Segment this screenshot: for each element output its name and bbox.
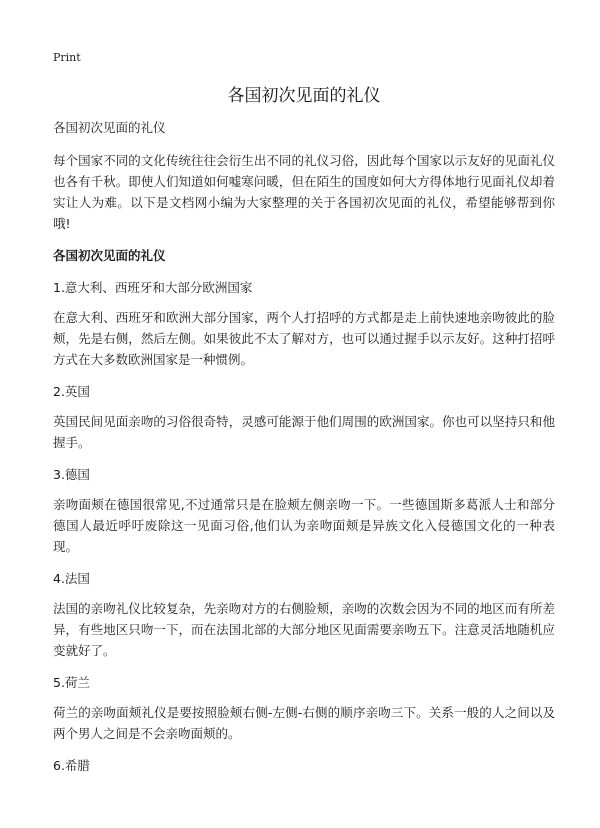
print-link[interactable]: Print <box>53 51 81 64</box>
section-title: 3.德国 <box>53 467 90 482</box>
section-uk <box>53 382 555 453</box>
section-greece <box>53 756 555 776</box>
section-title: 2.英国 <box>53 384 90 399</box>
section-netherlands <box>53 673 555 744</box>
section-body: 英国民间见面亲吻的习俗很奇特，灵感可能源于他们周围的欧洲国家。你也可以坚持只和他握手。 <box>53 414 555 450</box>
intro-paragraph: 每个国家不同的文化传统往往会衍生出不同的礼仪习俗，因此每个国家以示友好的见面礼仪也各有千秋。即使人们知道如何嘘寒问暖，但在陌生的国度如何大方得体地行见面礼仪却着实让人为难。以下是文档网小编为大家整理的关于各国初次见面的礼仪，希望能够帮到你哦! <box>53 153 555 231</box>
section-title: 4.法国 <box>53 571 90 586</box>
section-title: 6.希腊 <box>53 758 90 773</box>
section-germany <box>53 465 555 557</box>
section-france <box>53 569 555 661</box>
section-body: 在意大利、西班牙和欧洲大部分国家，两个人打招呼的方式都是走上前快速地亲吻彼此的脸颊，先是右侧，然后左侧。如果彼此不太了解对方，也可以通过握手以示友好。这种打招呼方式在大多数欧洲国家是一种惯例。 <box>53 310 555 367</box>
section-title: 5.荷兰 <box>53 675 90 690</box>
section-body: 亲吻面颊在德国很常见,不过通常只是在脸颊左侧亲吻一下。一些德国斯多葛派人士和部分德国人最近呼吁废除这一见面习俗,他们认为亲吻面颊是异族文化入侵德国文化的一种表现。 <box>53 497 555 554</box>
document-page <box>53 46 555 776</box>
page-title: 各国初次见面的礼仪 <box>227 86 381 106</box>
section-body: 荷兰的亲吻面颊礼仪是要按照脸颊右侧-左侧-右侧的顺序亲吻三下。关系一般的人之间以及两个男人之间是不会亲吻面颊的。 <box>53 705 555 741</box>
section-heading: 各国初次见面的礼仪 <box>53 248 166 263</box>
section-body: 法国的亲吻礼仪比较复杂，先亲吻对方的右侧脸颊，亲吻的次数会因为不同的地区而有所差异，有些地区只吻一下，而在法国北部的大部分地区见面需要亲吻五下。注意灵活地随机应变就好了。 <box>53 601 555 658</box>
article-subtitle: 各国初次见面的礼仪 <box>53 120 166 135</box>
section-title: 1.意大利、西班牙和大部分欧洲国家 <box>53 280 253 295</box>
section-italy-spain <box>53 278 555 370</box>
